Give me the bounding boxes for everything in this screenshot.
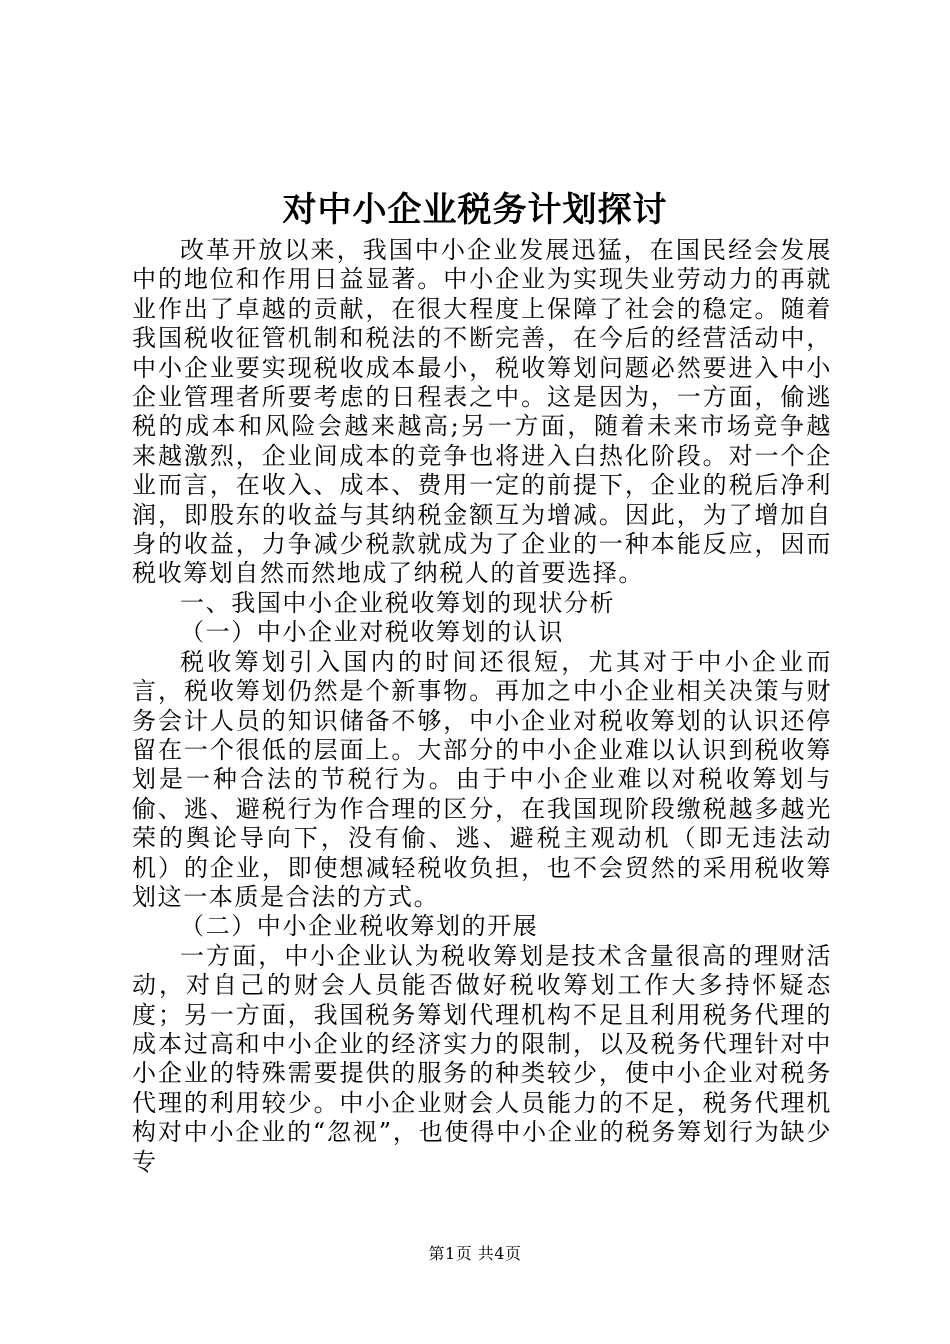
subsection-heading-1: （一）中小企业对税收筹划的认识 xyxy=(180,618,564,647)
section-heading-1: 一、我国中小企业税收筹划的现状分析 xyxy=(180,588,616,617)
subsection-heading-2: （二）中小企业税收筹划的开展 xyxy=(180,912,539,941)
document-body xyxy=(132,236,832,1177)
paragraph-implementation: 一方面，中小企业认为税收筹划是技术含量很高的理财活动，对自己的财会人员能否做好税收筹划工作大多持怀疑态度；另一方面，我国税务筹划代理机构不足且利用税务代理的成本过高和中小企业的经济实力的限制，以及税务代理针对中小企业的特殊需要提供的服务的种类较少，使中小企业对税务代理的利用较少。中小企业财会人员能力的不足，税务代理机构对中小企业的“忽视”，也使得中小企业的税务筹划行为缺少专 xyxy=(132,941,832,1176)
document-title: 对中小企业税务计划探讨 xyxy=(282,190,668,230)
paragraph-intro: 改革开放以来，我国中小企业发展迅猛，在国民经会发展中的地位和作用日益显著。中小企业为实现失业劳动力的再就业作出了卓越的贡献，在很大程度上保障了社会的稳定。随着我国税收征管机制和税法的不断完善，在今后的经营活动中，中小企业要实现税收成本最小，税收筹划问题必然要进入中小企业管理者所要考虑的日程表之中。这是因为，一方面，偷逃税的成本和风险会越来越高;另一方面，随着未来市场竞争越来越激烈，企业间成本的竞争也将进入白热化阶段。对一个企业而言，在收入、成本、费用一定的前提下，企业的税后净利润，即股东的收益与其纳税金额互为增减。因此，为了增加自身的收益，力争减少税款就成为了企业的一种本能反应，因而税收筹划自然而然地成了纳税人的首要选择。 xyxy=(132,236,832,588)
paragraph-awareness: 税收筹划引入国内的时间还很短，尤其对于中小企业而言，税收筹划仍然是个新事物。再加之中小企业相关决策与财务会计人员的知识储备不够，中小企业对税收筹划的认识还停留在一个很低的层面上。大部分的中小企业难以认识到税收筹划是一种合法的节税行为。由于中小企业难以对税收筹划与偷、逃、避税行为作合理的区分，在我国现阶段缴税越多越光荣的舆论导向下，没有偷、逃、避税主观动机（即无违法动机）的企业，即使想减轻税收负担，也不会贸然的采用税收筹划这一本质是合法的方式。 xyxy=(132,647,832,911)
page-number-footer: 第1页 共4页 xyxy=(428,1244,522,1263)
